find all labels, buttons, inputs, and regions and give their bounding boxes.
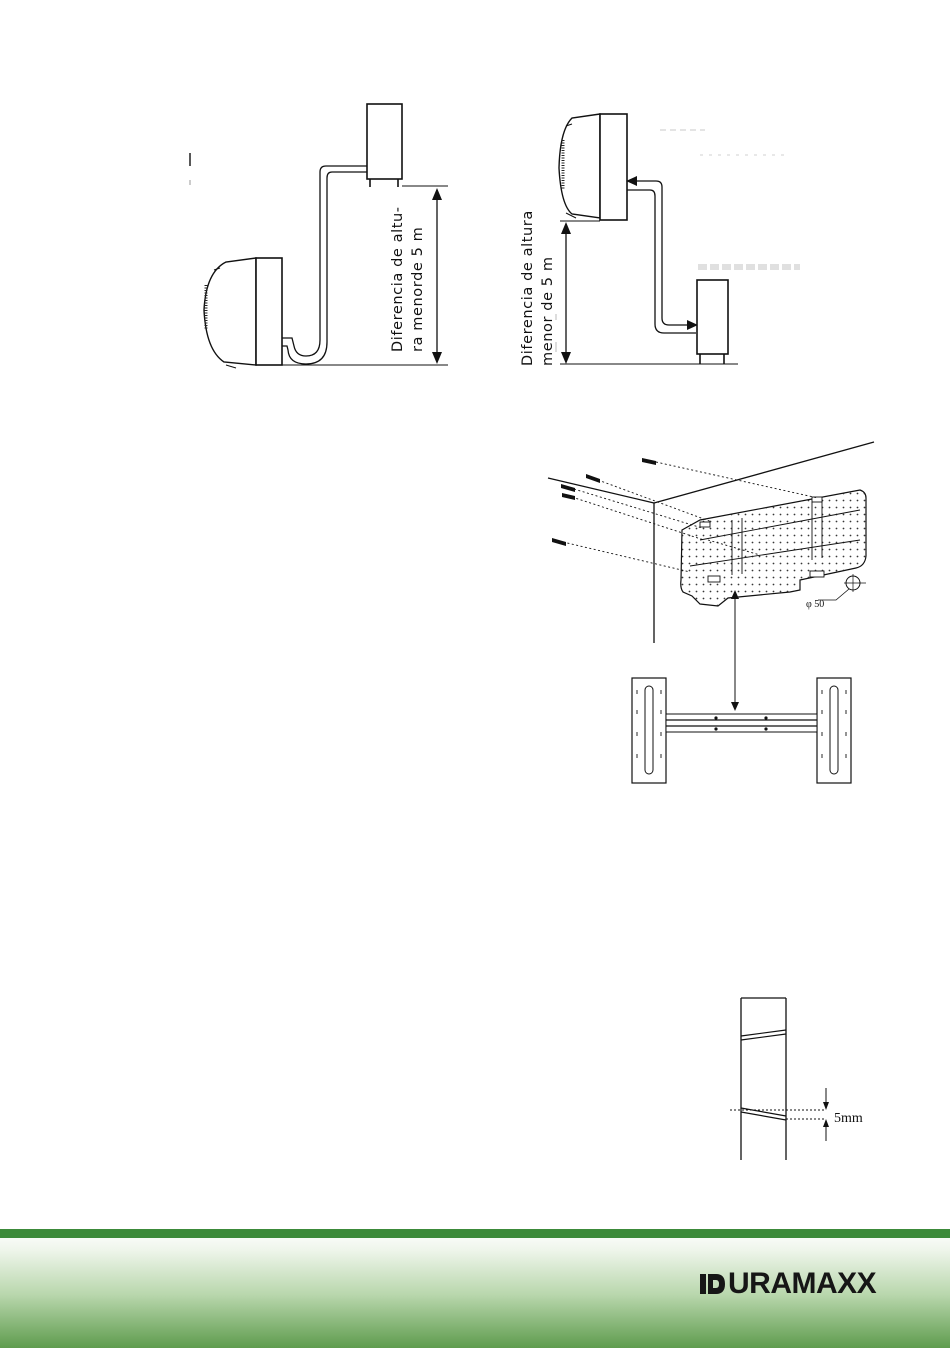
duramaxx-logo — [700, 1266, 876, 1302]
hole-diameter-label: φ 50 — [806, 599, 825, 610]
logo-text: URAMAXX — [728, 1267, 877, 1300]
height-label-figure1-line2: ra menorde 5 m — [410, 226, 426, 352]
height-label-figure2 — [498, 196, 558, 366]
wall-hole-slope-diagram — [720, 990, 880, 1165]
height-difference-diagram-indoor-above — [540, 100, 810, 375]
height-label-figure1-line1: Diferencia de altu- — [390, 206, 406, 352]
height-label-figure2-line2: menor de 5 m — [540, 256, 556, 366]
height-label-figure1 — [368, 202, 428, 352]
wall-mounting-plate-diagram — [545, 440, 880, 790]
slope-label: 5mm — [834, 1111, 863, 1126]
footer-accent-line — [0, 1229, 950, 1238]
height-label-figure2-line1: Diferencia de altura — [520, 210, 536, 366]
logo-d-mark-icon — [700, 1271, 726, 1297]
